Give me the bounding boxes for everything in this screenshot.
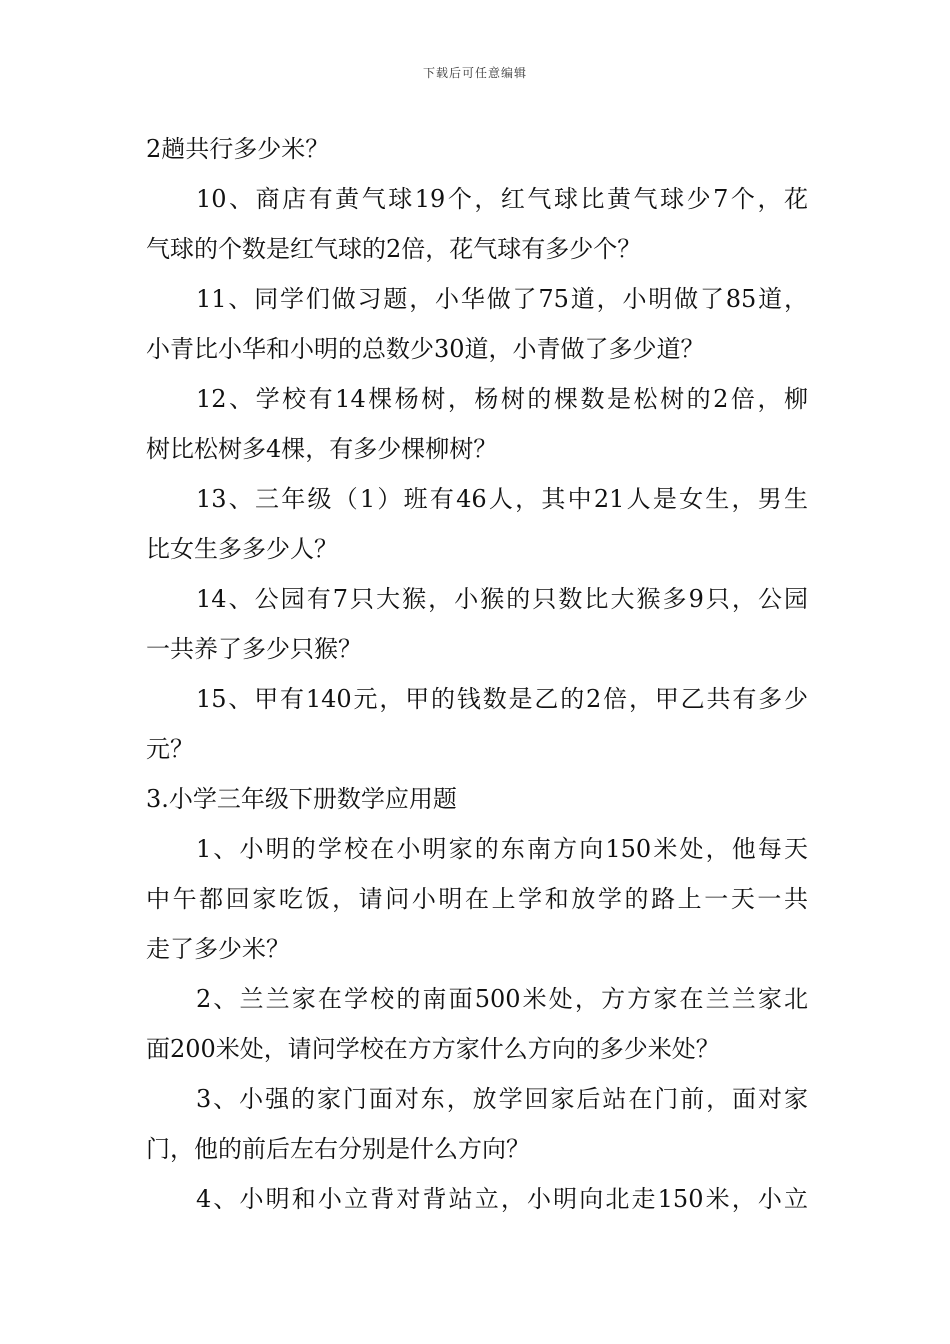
question-12-line-1: 12、学校有14棵杨树，杨树的棵数是松树的2倍，柳 — [196, 385, 808, 413]
question-1-line-3: 走了多少米？ — [146, 935, 290, 963]
question-3-line-2: 门，他的前后左右分别是什么方向？ — [146, 1135, 530, 1163]
question-14-line-1: 14、公园有7只大猴，小猴的只数比大猴多9只，公园 — [196, 585, 808, 613]
question-1-line-1: 1、小明的学校在小明家的东南方向150米处，他每天 — [196, 835, 808, 863]
question-3-line-1: 3、小强的家门面对东，放学回家后站在门前，面对家 — [196, 1085, 808, 1113]
question-11-line-2: 小青比小华和小明的总数少30道，小青做了多少道？ — [146, 335, 705, 363]
question-14-line-2: 一共养了多少只猴？ — [146, 635, 362, 663]
section-heading: 3.小学三年级下册数学应用题 — [146, 785, 457, 813]
document-body — [146, 124, 808, 1224]
question-13-line-2: 比女生多多少人？ — [146, 535, 338, 563]
question-1-line-2: 中午都回家吃饭，请问小明在上学和放学的路上一天一共 — [146, 885, 808, 913]
question-12-line-2: 树比松树多4棵，有多少棵柳树？ — [146, 435, 498, 463]
text-line: 2趟共行多少米？ — [146, 135, 330, 163]
question-10-line-1: 10、商店有黄气球19个，红气球比黄气球少7个，花 — [196, 185, 808, 213]
question-2-line-2: 面200米处，请问学校在方方家什么方向的多少米处？ — [146, 1035, 720, 1063]
question-10-line-2: 气球的个数是红气球的2倍，花气球有多少个？ — [146, 235, 642, 263]
question-11-line-1: 11、同学们做习题，小华做了75道，小明做了85道， — [196, 285, 808, 313]
question-4-line-1: 4、小明和小立背对背站立，小明向北走150米，小立 — [196, 1185, 808, 1213]
question-2-line-1: 2、兰兰家在学校的南面500米处，方方家在兰兰家北 — [196, 985, 808, 1013]
question-13-line-1: 13、三年级（1）班有46人，其中21人是女生，男生 — [196, 485, 808, 513]
page-header: 下载后可任意编辑 — [422, 66, 527, 80]
question-15-line-2: 元？ — [146, 735, 194, 763]
question-15-line-1: 15、甲有140元，甲的钱数是乙的2倍，甲乙共有多少 — [196, 685, 808, 713]
